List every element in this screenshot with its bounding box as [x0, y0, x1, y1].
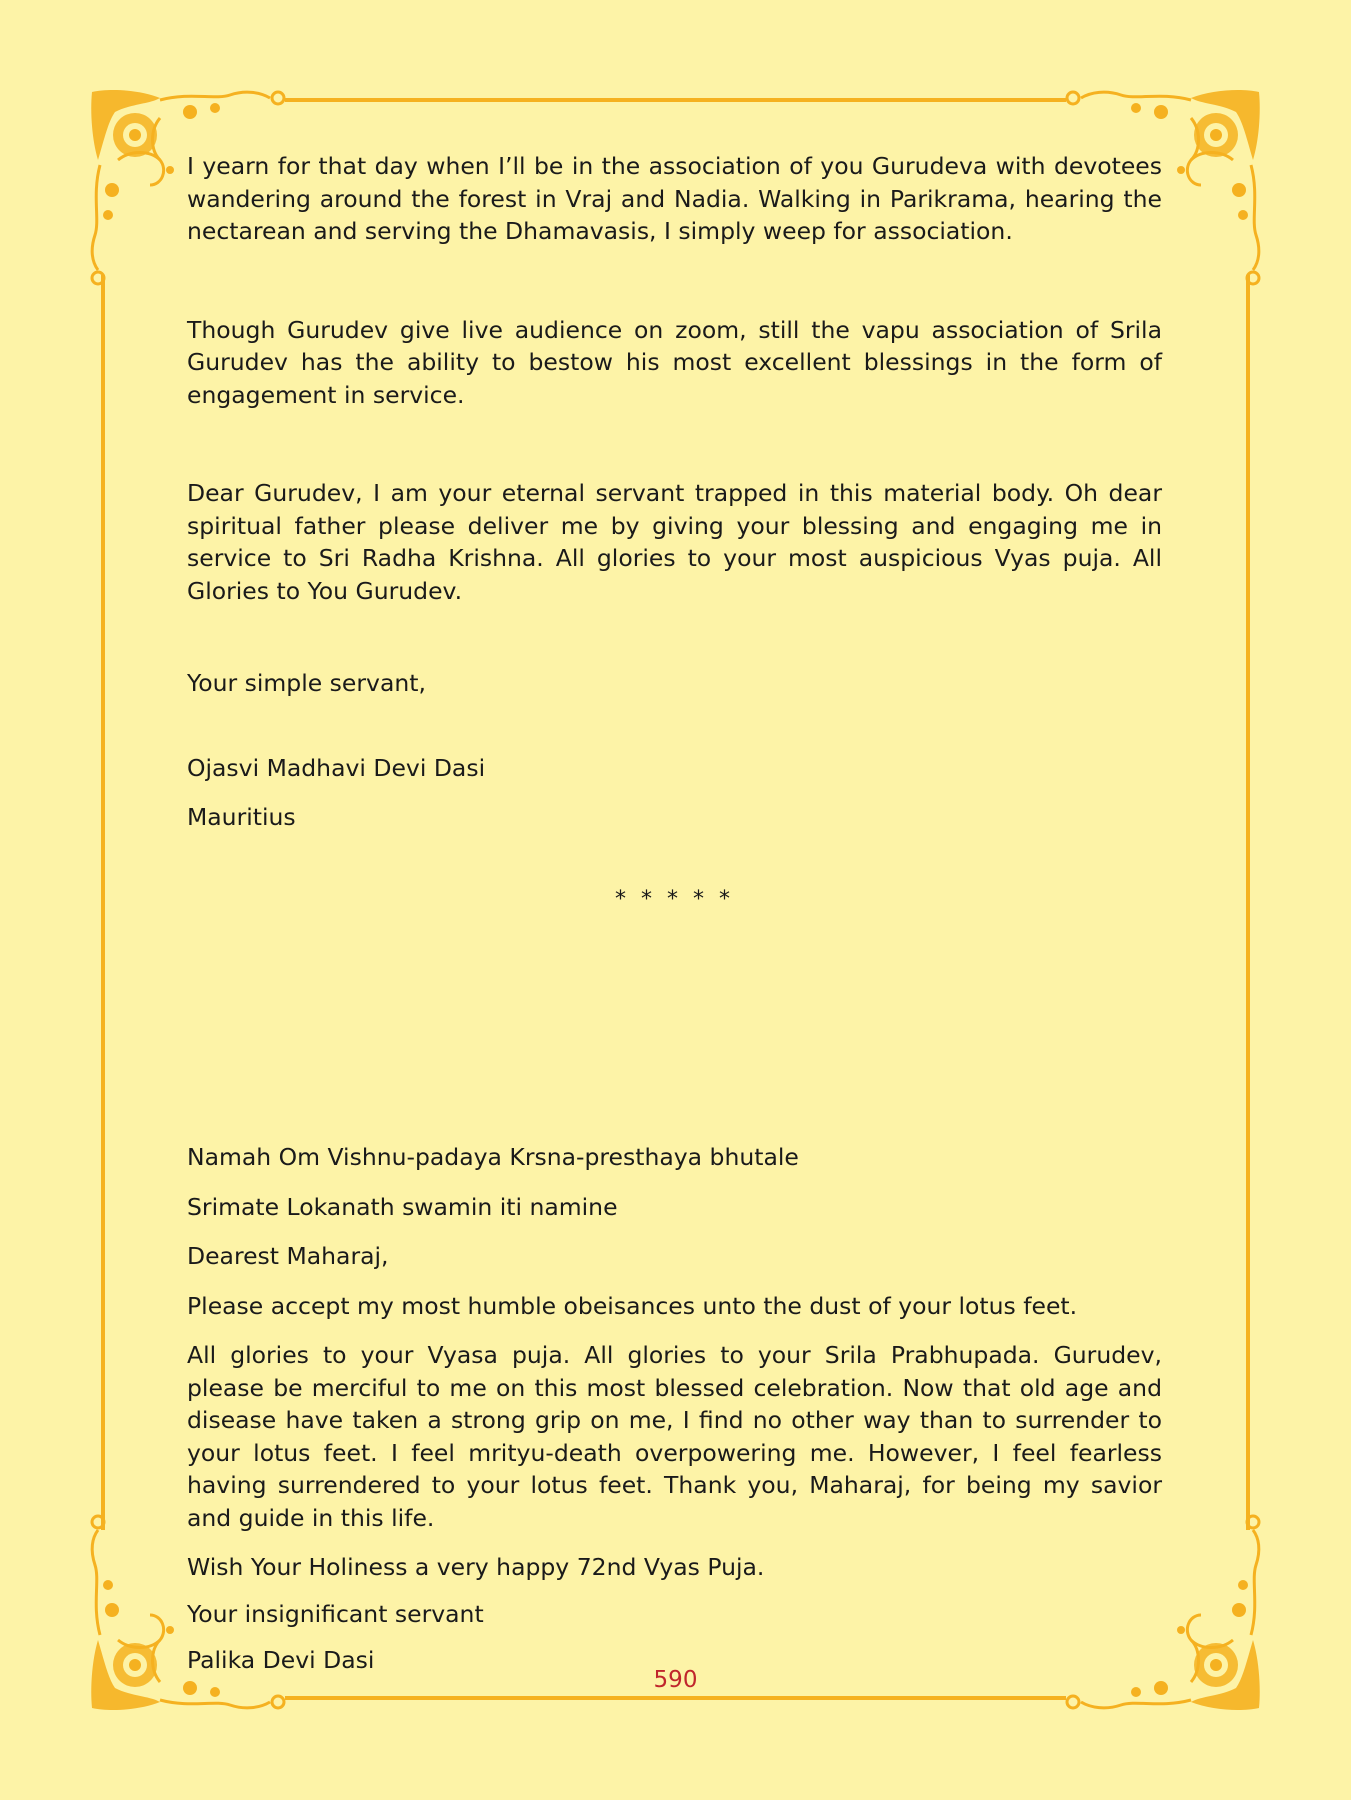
page-number: 590 [653, 1667, 698, 1693]
letter1-paragraph-1: I yearn for that day when I’ll be in the association of you Gurudeva with devotees wandering around the forest in Vraj and Nadia. Walking in Parikrama, hearing the nectarean and serving the Dhamavasis, I simply weep for association. [187, 152, 1162, 245]
letter2-paragraph-1: Please accept my most humble obeisances unto the dust of your lotus feet. [187, 1291, 1078, 1320]
letter1-signature-place: Mauritius [187, 803, 296, 831]
page-content [187, 150, 1162, 1677]
letter1-closing: Your simple servant, [187, 669, 426, 697]
letter2-closing: Your insignificant servant [187, 1599, 484, 1628]
letter2-signature-name: Palika Devi Dasi [187, 1646, 375, 1674]
letter1-signature-name: Ojasvi Madhavi Devi Dasi [187, 753, 486, 782]
letter2-salutation: Dearest Maharaj, [187, 1242, 389, 1270]
section-separator: * * * * * [615, 886, 734, 912]
letter2-mantra-line-1: Namah Om Vishnu-padaya Krsna-presthaya bhutale [187, 1143, 799, 1171]
letter2-mantra-line-2: Srimate Lokanath swamin iti namine [187, 1192, 618, 1221]
letter2-paragraph-2: All glories to your Vyasa puja. All glories to your Srila Prabhupada. Gurudev, please be merciful to me on this most blessed celebration. Now that old age and disease have taken a strong grip on me, I find no other way than to surrender to your lotus feet. I feel mrityu-death overpowering me. However, I feel fearless having surrendered to your lotus feet. Thank you, Maharaj, for being my savior and guide in this life. [187, 1341, 1162, 1532]
letter1-paragraph-3: Dear Gurudev, I am your eternal servant trapped in this material body. Oh dear spiritual father please deliver me by giving your blessing and engaging me in service to Sri Radha Krishna. All glories to your most auspicious Vyas puja. All Glories to You Gurudev. [187, 479, 1162, 605]
letter1-paragraph-2: Though Gurudev give live audience on zoom, still the vapu association of Srila Gurudev has the ability to bestow his most excellent blessings in the form of engagement in service. [187, 315, 1162, 409]
letter2-paragraph-3: Wish Your Holiness a very happy 72nd Vyas Puja. [187, 1553, 765, 1581]
